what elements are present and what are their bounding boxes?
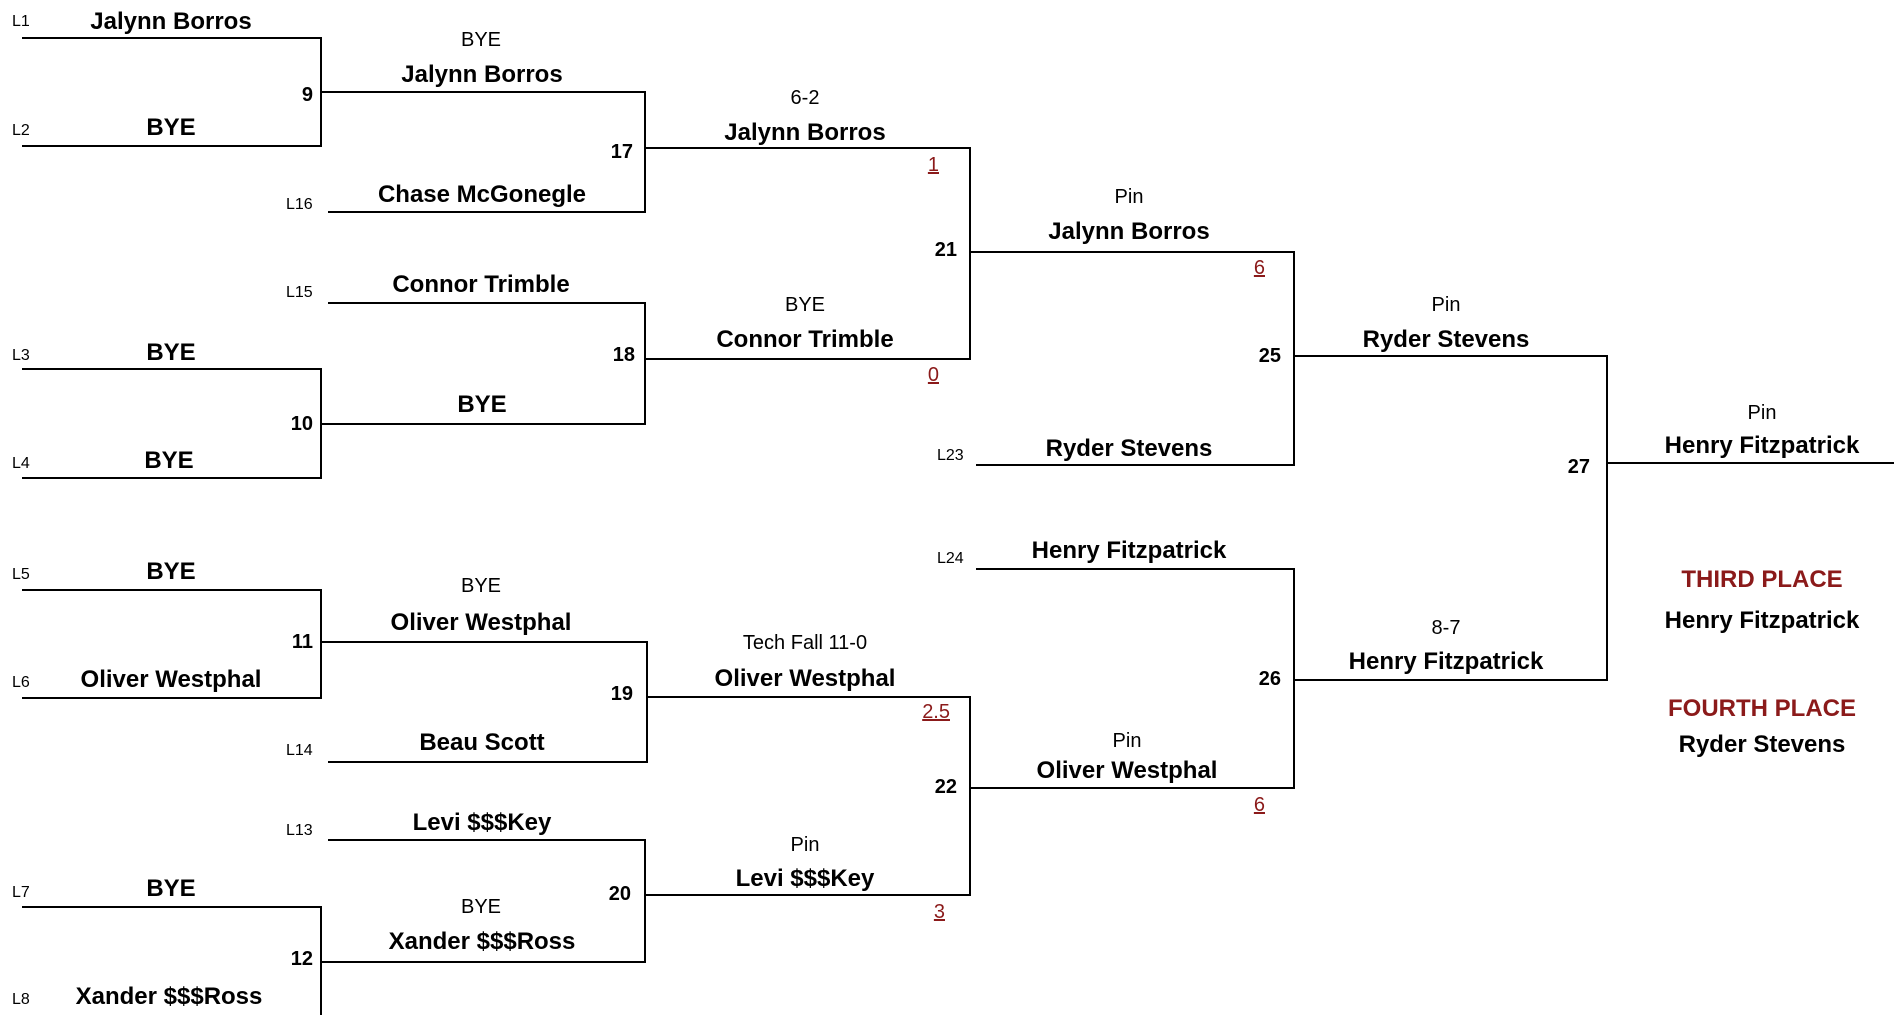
- match-result: BYE: [460, 896, 502, 918]
- team-points: 6: [1253, 794, 1265, 816]
- loser-label-l4: L4: [12, 455, 30, 472]
- team-points: 6: [1253, 257, 1265, 279]
- loser-label-l16: L16: [286, 196, 313, 213]
- team-points: 2.5: [922, 701, 950, 723]
- bout-number: 27: [1567, 456, 1590, 478]
- wrestler-name: Henry Fitzpatrick: [1664, 432, 1860, 459]
- bout-number: 20: [608, 883, 631, 905]
- wrestler-name: Oliver Westphal: [1036, 757, 1218, 784]
- bout-number: 18: [612, 344, 635, 366]
- wrestler-name: Connor Trimble: [716, 326, 894, 353]
- wrestler-name: Jalynn Borros: [90, 8, 252, 35]
- loser-label-l1: L1: [12, 13, 30, 30]
- bout-number: 17: [610, 141, 633, 163]
- wrestler-name: BYE: [144, 447, 194, 474]
- bout-number: 26: [1258, 668, 1281, 690]
- loser-label-l15: L15: [286, 284, 313, 301]
- loser-label-l13: L13: [286, 822, 313, 839]
- fourth-place-heading: FOURTH PLACE: [1668, 695, 1856, 722]
- wrestler-name: Chase McGonegle: [377, 181, 587, 208]
- match-result: BYE: [460, 29, 502, 51]
- wrestler-name: Jalynn Borros: [401, 61, 563, 88]
- wrestler-name: BYE: [146, 558, 196, 585]
- third-place-name: Henry Fitzpatrick: [1664, 607, 1860, 634]
- match-result: Pin: [790, 834, 820, 856]
- match-result: Tech Fall 11-0: [742, 632, 868, 654]
- team-points: 3: [933, 901, 945, 923]
- wrestler-name: BYE: [457, 391, 507, 418]
- loser-label-l14: L14: [286, 742, 313, 759]
- bout-number: 19: [610, 683, 633, 705]
- loser-label-l3: L3: [12, 347, 30, 364]
- bracket-line-match-26: [970, 569, 1294, 788]
- loser-label-l24: L24: [937, 550, 964, 567]
- bout-number: 12: [290, 948, 313, 970]
- match-result: BYE: [784, 294, 826, 316]
- match-result: Pin: [1747, 402, 1777, 424]
- match-result: Pin: [1431, 294, 1461, 316]
- wrestler-name: Oliver Westphal: [714, 665, 896, 692]
- team-points: 0: [927, 364, 939, 386]
- bout-number: 11: [291, 631, 313, 653]
- wrestler-name: Oliver Westphal: [80, 666, 262, 693]
- wrestler-name: Jalynn Borros: [724, 119, 886, 146]
- match-result: Pin: [1112, 730, 1142, 752]
- third-place-heading: THIRD PLACE: [1681, 566, 1843, 593]
- loser-label-l2: L2: [12, 122, 30, 139]
- wrestler-name: Xander $$$Ross: [388, 928, 576, 955]
- wrestler-name: Jalynn Borros: [1048, 218, 1210, 245]
- wrestler-name: BYE: [146, 875, 196, 902]
- match-result: Pin: [1114, 186, 1144, 208]
- wrestler-name: Xander $$$Ross: [75, 983, 263, 1010]
- match-result: 6-2: [790, 87, 820, 109]
- match-result: 8-7: [1431, 617, 1461, 639]
- bout-number: 10: [290, 413, 313, 435]
- wrestler-name: Henry Fitzpatrick: [1348, 648, 1544, 675]
- loser-label-l5: L5: [12, 566, 30, 583]
- bout-number: 22: [934, 776, 957, 798]
- bracket-line-match-25: [970, 252, 1294, 465]
- wrestler-name: Levi $$$Key: [412, 809, 552, 836]
- bout-number: 9: [301, 84, 313, 106]
- loser-label-l6: L6: [12, 674, 30, 691]
- team-points: 1: [927, 154, 939, 176]
- wrestler-name: Connor Trimble: [392, 271, 570, 298]
- bout-number: 25: [1258, 345, 1281, 367]
- wrestler-name: Henry Fitzpatrick: [1031, 537, 1227, 564]
- match-result: BYE: [460, 575, 502, 597]
- wrestler-name: Levi $$$Key: [735, 865, 875, 892]
- wrestler-name: BYE: [146, 339, 196, 366]
- wrestler-name: Beau Scott: [419, 729, 545, 756]
- wrestler-name: Oliver Westphal: [390, 609, 572, 636]
- wrestler-name: Ryder Stevens: [1362, 326, 1530, 353]
- wrestler-name: BYE: [146, 114, 196, 141]
- fourth-place-name: Ryder Stevens: [1678, 731, 1846, 758]
- loser-label-l7: L7: [12, 884, 30, 901]
- loser-label-l8: L8: [12, 991, 30, 1008]
- loser-label-l23: L23: [937, 447, 964, 464]
- wrestler-name: Ryder Stevens: [1045, 435, 1213, 462]
- bout-number: 21: [934, 239, 957, 261]
